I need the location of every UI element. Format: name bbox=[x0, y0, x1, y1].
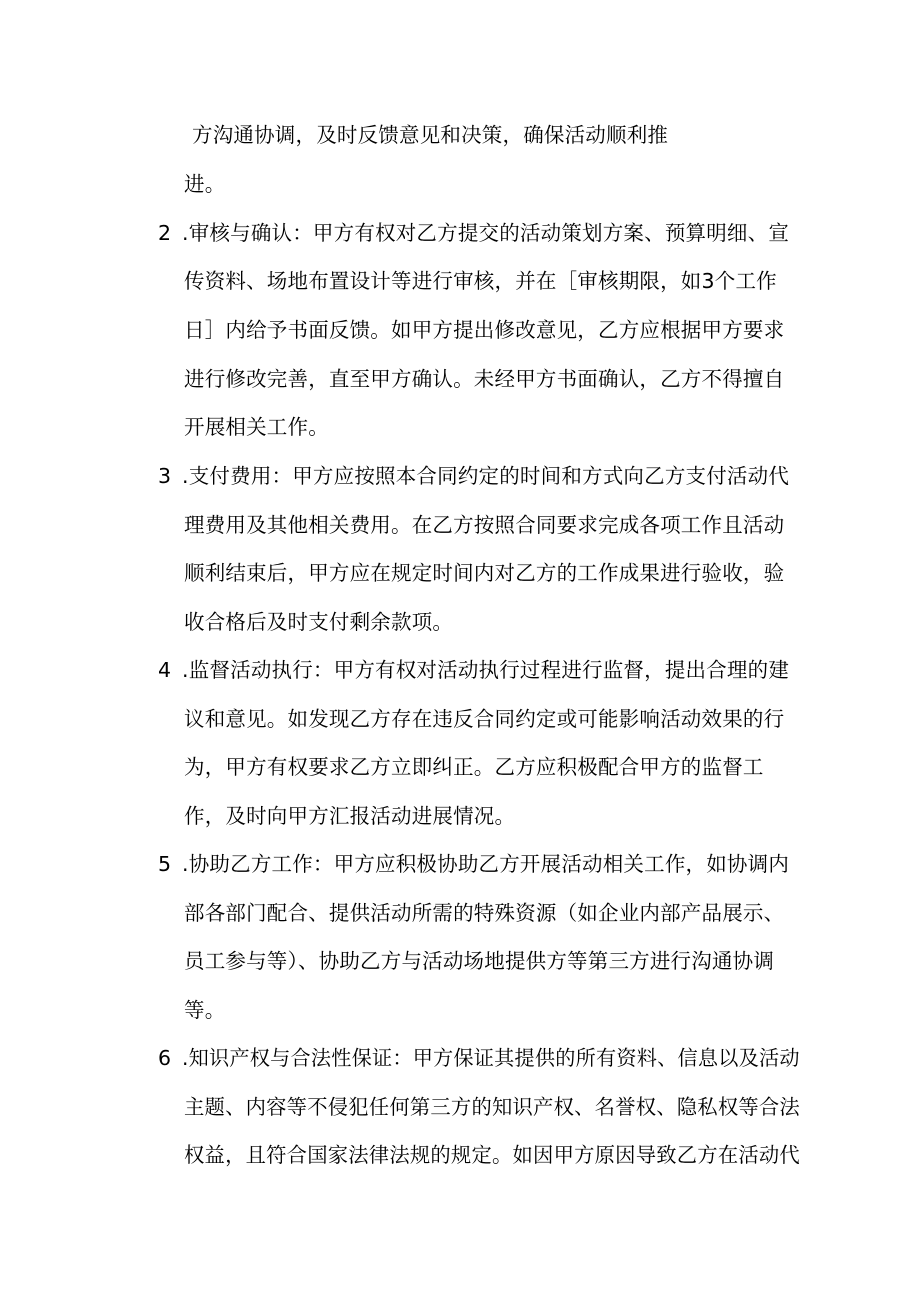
intro-line: 进。 bbox=[184, 172, 226, 196]
item-number: 4 bbox=[158, 658, 172, 682]
item-number: 3 bbox=[158, 464, 172, 488]
intro-line: 方沟通协调，及时反馈意见和决策，确保活动顺利推 bbox=[192, 123, 669, 147]
item-line: 进行修改完善，直至甲方确认。未经甲方书面确认，乙方不得擅自 bbox=[184, 367, 785, 391]
item-number: 6 bbox=[158, 1046, 172, 1070]
item-line: 议和意见。如发现乙方存在违反合同约定或可能影响活动效果的行 bbox=[184, 707, 785, 731]
item-line: 为，甲方有权要求乙方立即纠正。乙方应积极配合甲方的监督工 bbox=[184, 755, 764, 779]
item-number: 2 bbox=[158, 221, 172, 245]
item-line: 员工参与等）、协助乙方与活动场地提供方等第三方进行沟通协调 bbox=[184, 949, 775, 973]
item-line: .支付费用：甲方应按照本合同约定的时间和方式向乙方支付活动代 bbox=[182, 464, 790, 488]
item-line: 顺利结束后，甲方应在规定时间内对乙方的工作成果进行验收，验 bbox=[184, 561, 785, 585]
item-line: 理费用及其他相关费用。在乙方按照合同要求完成各项工作且活动 bbox=[184, 513, 785, 537]
item-line: .知识产权与合法性保证：甲方保证其提供的所有资料、信息以及活动 bbox=[182, 1046, 800, 1070]
item-line: 等。 bbox=[184, 998, 226, 1022]
item-line: 部各部门配合、提供活动所需的特殊资源（如企业内部产品展示、 bbox=[184, 901, 785, 925]
item-line: 日］内给予书面反馈。如甲方提出修改意见，乙方应根据甲方要求 bbox=[184, 318, 785, 342]
item-line: .审核与确认：甲方有权对乙方提交的活动策划方案、预算明细、宣 bbox=[182, 221, 790, 245]
item-number: 5 bbox=[158, 852, 172, 876]
item-line: 收合格后及时支付剩余款项。 bbox=[184, 610, 454, 634]
item-line: 传资料、场地布置设计等进行审核，并在［审核期限，如3个工作 bbox=[184, 269, 777, 293]
item-line: 权益，且符合国家法律法规的规定。如因甲方原因导致乙方在活动代 bbox=[184, 1143, 800, 1167]
item-line: 作，及时向甲方汇报活动进展情况。 bbox=[184, 804, 516, 828]
item-line: 主题、内容等不侵犯任何第三方的知识产权、名誉权、隐私权等合法 bbox=[184, 1095, 800, 1119]
item-line: 开展相关工作。 bbox=[184, 415, 329, 439]
item-line: .协助乙方工作：甲方应积极协助乙方开展活动相关工作，如协调内 bbox=[182, 852, 790, 876]
item-line: .监督活动执行：甲方有权对活动执行过程进行监督，提出合理的建 bbox=[182, 658, 790, 682]
